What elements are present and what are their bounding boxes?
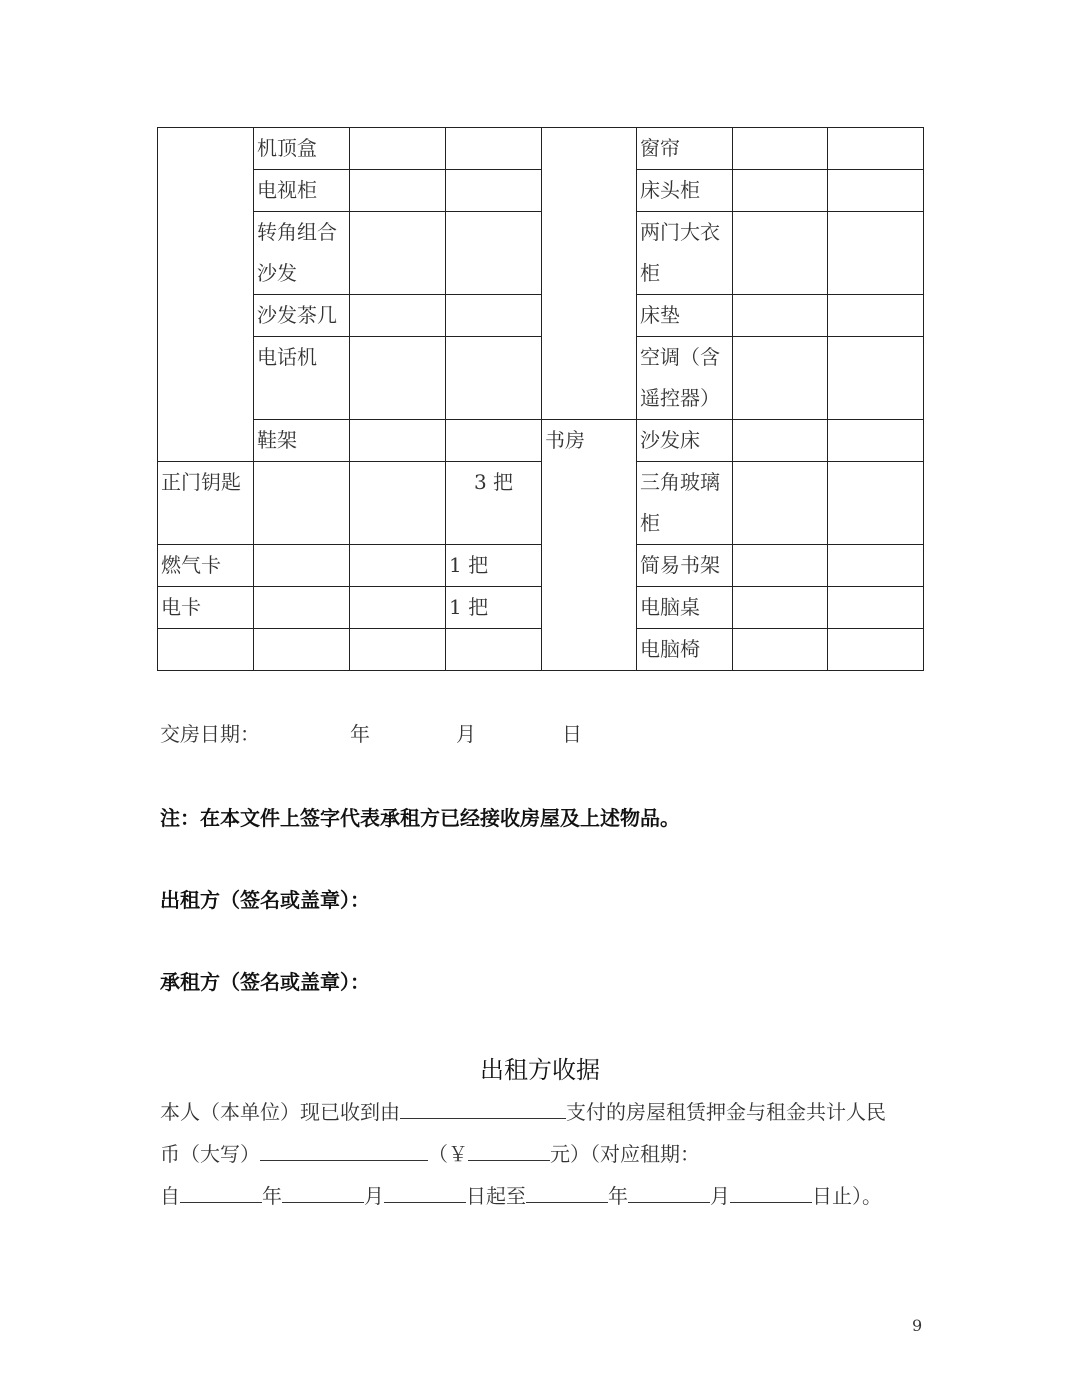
room-cell: [542, 128, 637, 420]
item-name-cell: 沙发茶几: [254, 295, 350, 337]
room-cell: 书房: [542, 420, 637, 671]
item-name-cell: 电视柜: [254, 170, 350, 212]
receipt-text: 年: [608, 1184, 628, 1208]
item-name-cell: 三角玻璃柜: [637, 462, 733, 545]
receipt-text: 自: [160, 1184, 180, 1208]
table-cell: [733, 629, 828, 671]
table-cell: [446, 420, 542, 462]
table-cell: [733, 462, 828, 545]
table-row: [158, 337, 924, 420]
table-cell: [350, 212, 446, 295]
item-name-cell: 沙发床: [637, 420, 733, 462]
table-cell: [828, 170, 924, 212]
item-name-cell: 电脑桌: [637, 587, 733, 629]
end-year-blank[interactable]: [526, 1180, 608, 1203]
table-cell: [350, 629, 446, 671]
table-cell: [350, 337, 446, 420]
lessor-signature-label: 出租方（签名或盖章）：: [160, 888, 370, 912]
amount-number-blank[interactable]: [468, 1138, 550, 1161]
receipt-text: （￥: [428, 1142, 468, 1166]
quantity-cell: 3 把: [446, 462, 542, 545]
table-cell: [350, 295, 446, 337]
item-name-cell: 床垫: [637, 295, 733, 337]
end-day-blank[interactable]: [730, 1180, 812, 1203]
table-cell: [446, 337, 542, 420]
receipt-text: 日起至: [466, 1184, 526, 1208]
table-cell: [446, 170, 542, 212]
table-cell: [733, 128, 828, 170]
start-day-blank[interactable]: [384, 1180, 466, 1203]
item-name-cell: 窗帘: [637, 128, 733, 170]
payer-blank[interactable]: [400, 1096, 566, 1119]
receipt-title: 出租方收据: [480, 1056, 600, 1084]
table-cell: [350, 128, 446, 170]
receipt-text: 月: [364, 1184, 384, 1208]
table-cell: [828, 212, 924, 295]
table-cell: [350, 420, 446, 462]
table-row: [158, 629, 924, 671]
start-year-blank[interactable]: [180, 1180, 262, 1203]
amount-words-blank[interactable]: [260, 1138, 428, 1161]
handover-year-label: 年: [350, 722, 370, 746]
receipt-text: 年: [262, 1184, 282, 1208]
table-cell: [733, 587, 828, 629]
item-name-cell: 机顶盒: [254, 128, 350, 170]
table-cell: [350, 462, 446, 545]
table-row: [158, 212, 924, 295]
page-number: 9: [912, 1316, 923, 1335]
table-cell: [254, 629, 350, 671]
table-cell: [733, 170, 828, 212]
table-cell: [733, 212, 828, 295]
table-cell: [350, 170, 446, 212]
receipt-line-2: [160, 1138, 940, 1167]
table-row: [158, 587, 924, 629]
receipt-line-1: [160, 1096, 940, 1125]
handover-month-label: 月: [456, 722, 476, 746]
table-cell: [733, 295, 828, 337]
item-name-cell: 床头柜: [637, 170, 733, 212]
table-cell: [828, 420, 924, 462]
quantity-cell: 1 把: [446, 545, 542, 587]
item-name-cell: 转角组合沙发: [254, 212, 350, 295]
table-cell: [254, 545, 350, 587]
table-cell: [828, 337, 924, 420]
table-row: [158, 545, 924, 587]
item-name-cell: 空调（含遥控器）: [637, 337, 733, 420]
end-month-blank[interactable]: [628, 1180, 710, 1203]
table-cell: [828, 587, 924, 629]
table-cell: [254, 587, 350, 629]
table-cell: [350, 587, 446, 629]
table-cell: [158, 128, 254, 462]
inventory-table: [157, 127, 924, 671]
table-cell: [733, 545, 828, 587]
item-name-cell: 鞋架: [254, 420, 350, 462]
table-cell: [350, 545, 446, 587]
item-name-cell: 电脑椅: [637, 629, 733, 671]
table-row: [158, 128, 924, 170]
table-cell: [158, 629, 254, 671]
table-cell: [446, 295, 542, 337]
table-cell: [733, 420, 828, 462]
receipt-text: 月: [710, 1184, 730, 1208]
table-cell: [446, 212, 542, 295]
quantity-cell: 1 把: [446, 587, 542, 629]
table-row: [158, 170, 924, 212]
item-name-cell: 电卡: [158, 587, 254, 629]
receipt-text: 币（大写）: [160, 1142, 260, 1166]
table-cell: [733, 337, 828, 420]
item-name-cell: 燃气卡: [158, 545, 254, 587]
receipt-text: 支付的房屋租赁押金与租金共计人民: [566, 1100, 886, 1124]
table-cell: [446, 629, 542, 671]
note-text: 注：在本文件上签字代表承租方已经接收房屋及上述物品。: [160, 806, 680, 830]
handover-date-label: 交房日期：: [160, 722, 260, 746]
item-name-cell: 两门大衣柜: [637, 212, 733, 295]
table-cell: [446, 128, 542, 170]
table-cell: [828, 128, 924, 170]
receipt-text: 元）（对应租期：: [550, 1142, 700, 1166]
start-month-blank[interactable]: [282, 1180, 364, 1203]
receipt-text: 日止）。: [812, 1184, 882, 1208]
handover-day-label: 日: [562, 722, 582, 746]
table-row: [158, 295, 924, 337]
receipt-line-3: [160, 1180, 940, 1209]
table-cell: [828, 462, 924, 545]
table-cell: [254, 462, 350, 545]
lessee-signature-label: 承租方（签名或盖章）：: [160, 970, 370, 994]
item-name-cell: 正门钥匙: [158, 462, 254, 545]
item-name-cell: 电话机: [254, 337, 350, 420]
receipt-text: 本人（本单位）现已收到由: [160, 1100, 400, 1124]
item-name-cell: 简易书架: [637, 545, 733, 587]
table-row: [158, 420, 924, 462]
table-row: [158, 462, 924, 545]
table-cell: [828, 295, 924, 337]
table-cell: [828, 545, 924, 587]
table-cell: [828, 629, 924, 671]
